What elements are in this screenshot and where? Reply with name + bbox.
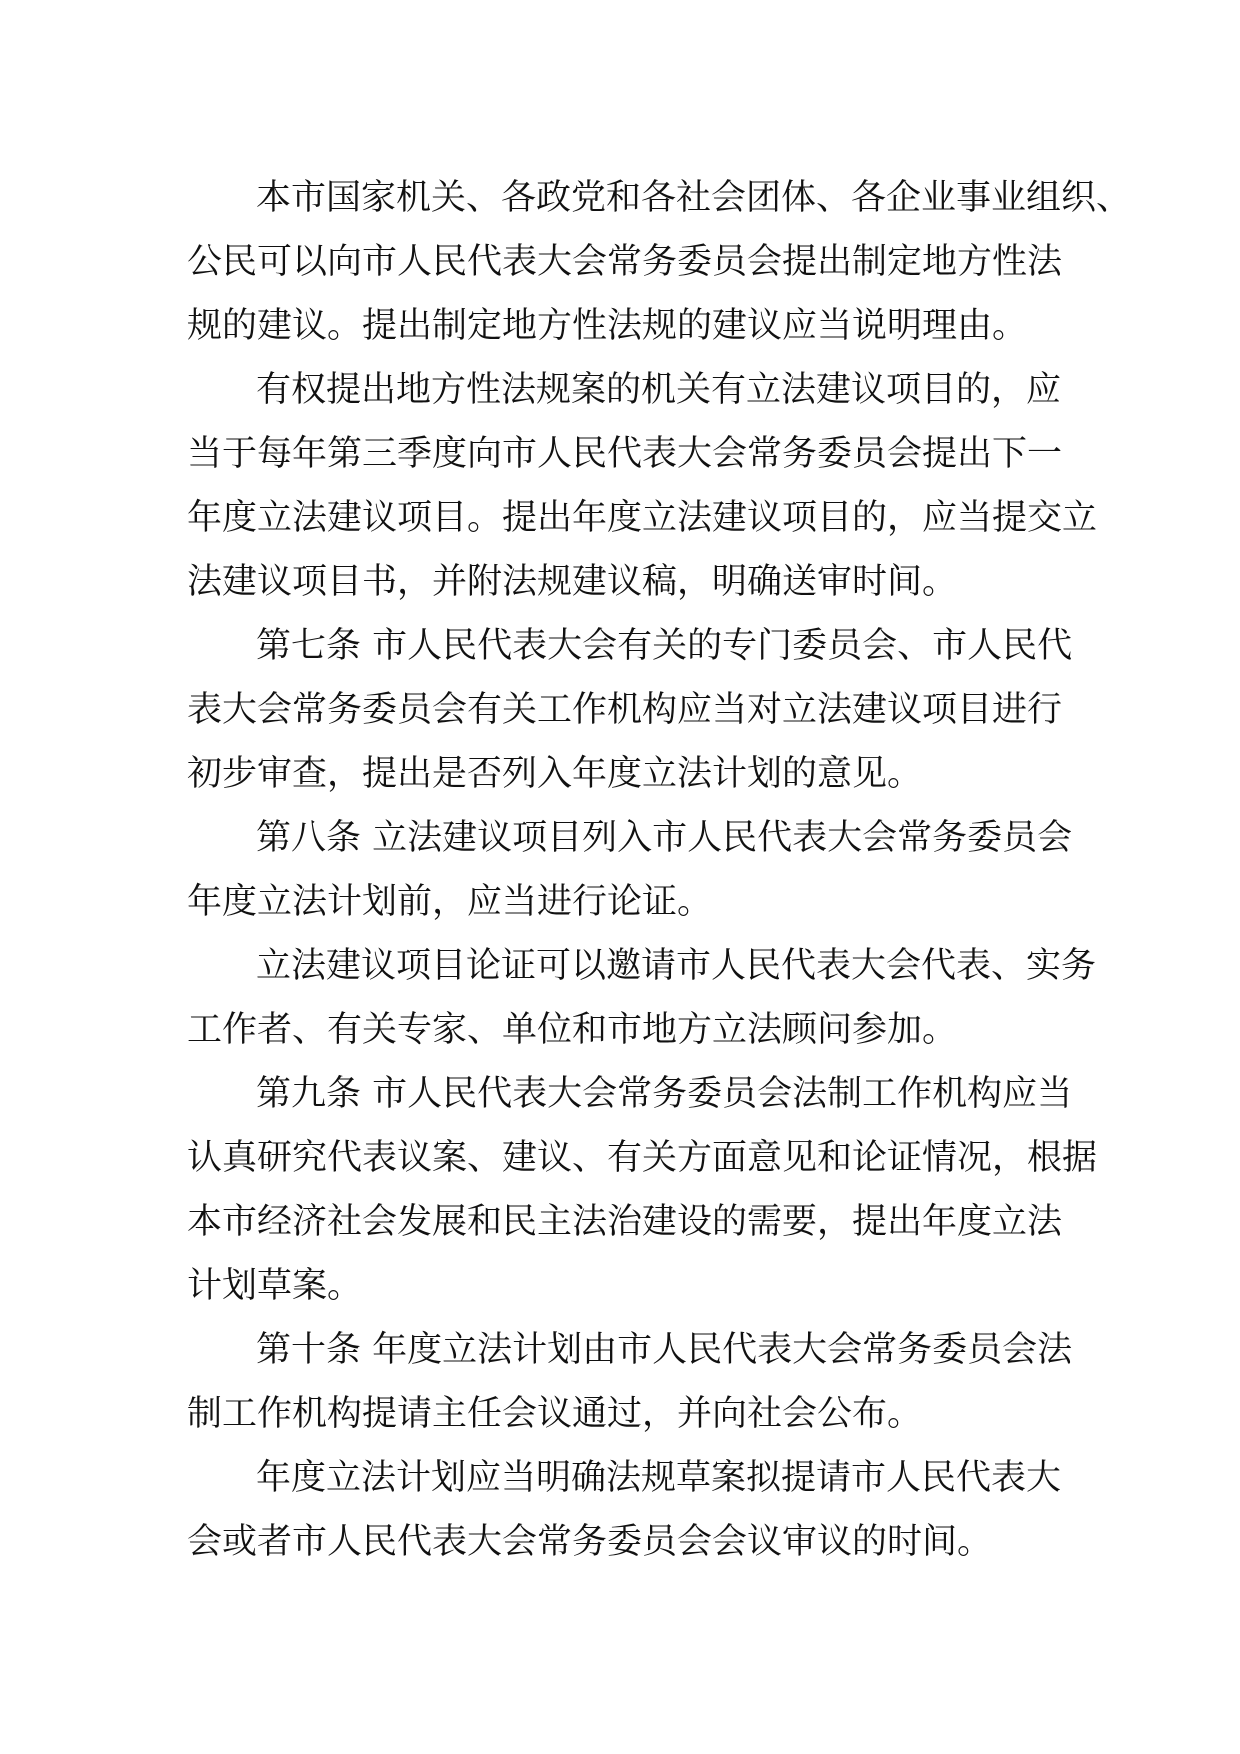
paragraph-review-time <box>187 1446 1067 1574</box>
text-line: 表大会常务委员会有关工作机构应当对立法建议项目进行 <box>187 690 1063 730</box>
article-7 <box>187 614 1073 806</box>
text-line: 会或者市人民代表大会常务委员会会议审议的时间。 <box>187 1522 993 1562</box>
article-8 <box>187 806 1073 934</box>
paragraph-annual-proposal <box>187 358 1098 614</box>
text-line: 有权提出地方性法规案的机关有立法建议项目的，应 <box>256 370 1062 410</box>
text-line: 初步审查，提出是否列入年度立法计划的意见。 <box>187 754 923 794</box>
paragraph-proposal-right <box>187 166 1132 358</box>
text-line: 本市经济社会发展和民主法治建设的需要，提出年度立法 <box>187 1202 1063 1242</box>
text-line: 第九条 市人民代表大会常务委员会法制工作机构应当 <box>256 1074 1073 1114</box>
document-body <box>187 166 1132 1574</box>
text-line: 第八条 立法建议项目列入市人民代表大会常务委员会 <box>256 818 1073 858</box>
text-line: 本市国家机关、各政党和各社会团体、各企业事业组织、 <box>256 178 1132 218</box>
text-line: 年度立法计划应当明确法规草案拟提请市人民代表大 <box>256 1458 1062 1498</box>
text-line: 当于每年第三季度向市人民代表大会常务委员会提出下一 <box>187 434 1063 474</box>
text-line: 认真研究代表议案、建议、有关方面意见和论证情况，根据 <box>187 1138 1098 1178</box>
text-line: 公民可以向市人民代表大会常务委员会提出制定地方性法 <box>187 242 1063 282</box>
text-line: 第十条 年度立法计划由市人民代表大会常务委员会法 <box>256 1330 1073 1370</box>
article-10 <box>187 1318 1073 1446</box>
text-line: 制工作机构提请主任会议通过，并向社会公布。 <box>187 1394 923 1434</box>
text-line: 计划草案。 <box>187 1266 363 1306</box>
text-line: 年度立法计划前，应当进行论证。 <box>187 882 713 922</box>
text-line: 工作者、有关专家、单位和市地方立法顾问参加。 <box>187 1010 958 1050</box>
paragraph-demonstration <box>187 934 1097 1062</box>
text-line: 年度立法建议项目。提出年度立法建议项目的，应当提交立 <box>187 498 1098 538</box>
text-line: 法建议项目书，并附法规建议稿，明确送审时间。 <box>187 562 958 602</box>
text-line: 立法建议项目论证可以邀请市人民代表大会代表、实务 <box>256 946 1097 986</box>
article-9 <box>187 1062 1098 1318</box>
text-line: 规的建议。提出制定地方性法规的建议应当说明理由。 <box>187 306 1028 346</box>
text-line: 第七条 市人民代表大会有关的专门委员会、市人民代 <box>256 626 1073 666</box>
